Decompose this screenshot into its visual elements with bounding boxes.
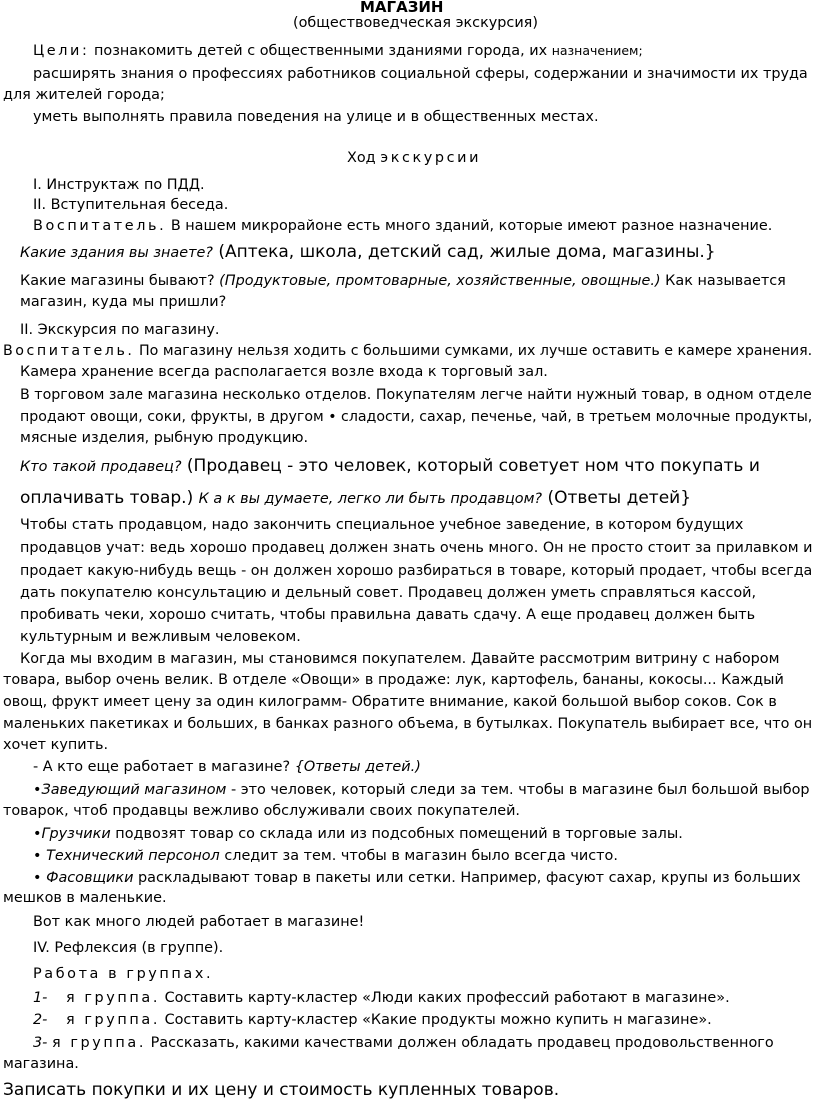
goals-label: Цели:: [33, 43, 90, 59]
answer-2: (Продуктовые, промтоварные, хозяйственные, овощные.): [219, 273, 661, 289]
question-3-a: Как называется: [665, 273, 786, 289]
course-spaced: экскурсии: [380, 150, 482, 166]
groups-title: Работа в группах.: [33, 966, 214, 982]
role-2-line: [33, 824, 683, 844]
group-2-line: [33, 1010, 712, 1030]
question-6: - А кто еще работает в магазине?: [33, 759, 291, 775]
paragraph-6: Вот как много людей работает в магазине!: [33, 914, 365, 930]
group-1-task: Составить карту-кластер «Люди каких профессий работают в магазине».: [164, 990, 730, 1006]
paragraph-4-line: культурным и вежливым человеком.: [20, 629, 301, 645]
goals-line-1: [33, 41, 643, 61]
group-2-task: Составить карту-кластер «Какие продукты можно купить н магазине».: [164, 1012, 712, 1028]
goal-2-line-b: для жителей города;: [3, 87, 165, 103]
paragraph-2-text: По магазину нельзя ходить с большими сумками, их лучше оставить е камере хранения.: [138, 343, 813, 359]
paragraph-3-line: продают овощи, соки, фрукты, в другом • сладости, сахар, печенье, чай, в третьем молочные продукты,: [20, 409, 813, 425]
group-3-label: я группа.: [51, 1035, 146, 1051]
stage-3: II. Экскурсия по магазину.: [20, 322, 220, 338]
paragraph-1: [33, 216, 772, 236]
page-title: МАГАЗИН: [360, 0, 444, 16]
role-4-line-a: [33, 868, 801, 888]
speaker-label: Воспитатель.: [33, 218, 167, 234]
group-3-task: Рассказать, какими качествами должен обладать продавец продовольственного: [150, 1035, 774, 1051]
goal-1-small: назначением;: [551, 43, 643, 58]
group-3-number: 3-: [33, 1035, 48, 1051]
question-3-line-b: магазин, куда мы пришли?: [20, 294, 227, 310]
paragraph-5-line: товара, выбор очень велик. В отделе «Овощи» в продаже: лук, картофель, бананы, кокосы... Каждый: [3, 672, 784, 688]
paragraph-4-line: продает какую-нибудь вещь - он должен хорошо разбираться в товаре, который продает, чтобы всегда: [20, 563, 813, 579]
question-5: К а к вы думаете, легко ли быть продавцом?: [198, 491, 543, 507]
role-1-line-a: [33, 780, 810, 800]
question-2: Какие магазины бывают?: [20, 273, 215, 289]
answer-1: (Аптека, школа, детский сад, жилые дома, магазины.}: [218, 242, 716, 262]
course-word: Ход: [347, 150, 376, 166]
answer-4-b: оплачивать товар.): [20, 488, 194, 508]
group-1-label: я группа.: [65, 990, 160, 1006]
role-3-text: следит за тем. чтобы в магазин было всегда чисто.: [224, 848, 618, 864]
role-2-text: подвозят товар со склада или из подсобных помещений в торговые залы.: [115, 826, 683, 842]
group-1-line: [33, 988, 730, 1008]
paragraph-2-line-b: Камера хранение всегда располагается возле входа к торговый зал.: [20, 364, 548, 380]
stage-1: I. Инструктаж по ПДД.: [33, 177, 205, 193]
answer-6: {Ответы детей.): [294, 759, 421, 775]
paragraph-4-line: Чтобы стать продавцом, надо закончить специальное учебное заведение, в котором будущих: [20, 517, 744, 533]
group-1-number: 1-: [33, 990, 48, 1006]
paragraph-2-line-a: [3, 341, 812, 361]
paragraph-3-line: мясные изделия, рыбную продукцию.: [20, 430, 309, 446]
speaker-label: Воспитатель.: [3, 343, 135, 359]
paragraph-1-text: В нашем микрорайоне есть много зданий, которые имеют разное назначение.: [170, 218, 773, 234]
answer-4-a: (Продавец - это человек, который советует ном что покупать и: [186, 456, 760, 476]
stage-4: IV. Рефлексия (в группе).: [33, 940, 224, 956]
question-6-line: [33, 757, 421, 777]
group-2-label: я группа.: [65, 1012, 160, 1028]
paragraph-4-line: продавцов учат: ведь хорошо продавец должен знать очень много. Он не просто стоит за прилавком и: [20, 540, 813, 556]
final-task: Записать покупки и их цену и стоимость купленных товаров.: [3, 1080, 560, 1100]
role-1-name: •Заведующий магазином: [33, 782, 227, 798]
stage-2: II. Вступительная беседа.: [33, 197, 229, 213]
paragraph-5-line: маленьких пакетиках и больших, в банках разного объема, в бутылках. Покупатель выбирает все, что он: [3, 716, 813, 732]
role-1-text: - это человек, который следи за тем. чтобы в магазине был большой выбор: [231, 782, 810, 798]
group-3-line-b: магазина.: [3, 1056, 79, 1072]
paragraph-3-line: В торговом зале магазина несколько отделов. Покупателям легче найти нужный товар, в одном отделе: [20, 387, 812, 403]
goal-2-line-a: расширять знания о профессиях работников социальной сферы, содержании и значимости их труда: [33, 66, 808, 82]
question-2-line: [20, 271, 786, 291]
question-4-line: [20, 454, 760, 479]
goal-1-text: познакомить детей с общественными зданиями города, их: [94, 43, 548, 59]
goal-3-line: уметь выполнять правила поведения на улице и в общественных местах.: [33, 109, 599, 125]
group-2-number: 2-: [33, 1012, 48, 1028]
question-1-line: [20, 240, 716, 265]
answer-5: (Ответы детей}: [547, 488, 692, 508]
paragraph-4-line: пробивать чеки, хорошо считать, чтобы правильна давать сдачу. А еще продавец должен быть: [20, 607, 756, 623]
paragraph-5-line: овощ, фрукт имеет цену за один килограмм- Обратите внимание, какой большой выбор соков. Сок в: [3, 694, 777, 710]
role-4-name: • Фасовщики: [33, 870, 134, 886]
paragraph-5-line: Когда мы входим в магазин, мы становимся покупателем. Давайте рассмотрим витрину с набором: [20, 651, 780, 667]
role-4-line-b: мешков в маленькие.: [3, 890, 167, 906]
course-heading: [347, 148, 481, 168]
role-1-line-b: товарок, чтоб продавцы вежливо обслуживали своих покупателей.: [3, 803, 520, 819]
paragraph-5-line: хочет купить.: [3, 737, 109, 753]
role-3-line: [33, 846, 618, 866]
question-1: Какие здания вы знаете?: [20, 245, 213, 261]
question-5-line: [20, 486, 691, 511]
paragraph-4-line: дать покупателю консультацию и дельный совет. Продавец должен уметь справляться кассой,: [20, 585, 757, 601]
role-4-text: раскладывают товар в пакеты или сетки. Например, фасуют сахар, крупы из больших: [138, 870, 801, 886]
role-2-name: •Грузчики: [33, 826, 111, 842]
group-3-line-a: [33, 1033, 774, 1053]
page-subtitle: (обществоведческая экскурсия): [293, 15, 538, 31]
question-4: Кто такой продавец?: [20, 459, 182, 475]
role-3-name: • Технический персонол: [33, 848, 220, 864]
